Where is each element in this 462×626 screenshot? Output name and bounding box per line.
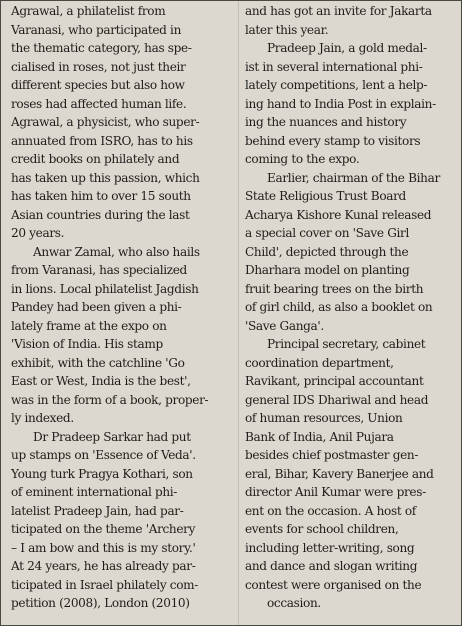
text-line: of human resources, Union	[245, 411, 403, 425]
text-line: Earlier, chairman of the Bihar	[267, 170, 440, 185]
text-line: State Religious Trust Board	[245, 189, 406, 203]
text-line: Varanasi, who participated in	[11, 22, 182, 37]
text-line: has taken him to over 15 south	[11, 189, 191, 203]
text-line: has taken up this passion, which	[11, 170, 200, 185]
text-line: Child', depicted through the	[245, 244, 409, 259]
text-line: Dharhara model on planting	[245, 263, 410, 277]
text-line: up stamps on 'Essence of Veda'.	[11, 448, 196, 462]
text-line: in lions. Local philatelist Jagdish	[11, 281, 199, 296]
text-line: exhibit, with the catchline 'Go	[11, 355, 185, 370]
text-line: coordination department,	[245, 355, 394, 370]
text-line: contest were organised on the	[245, 577, 422, 592]
text-line: lately frame at the expo on	[11, 318, 167, 333]
text-line: occasion.	[267, 596, 321, 610]
text-line: director Anil Kumar were pres-	[245, 485, 426, 499]
text-line: Agrawal, a physicist, who super-	[11, 115, 200, 129]
text-line: credit books on philately and	[11, 152, 180, 166]
text-line: Dr Pradeep Sarkar had put	[33, 429, 191, 444]
text-line: At 24 years, he has already par-	[11, 559, 196, 573]
text-line: Asian countries during the last	[11, 207, 190, 222]
text-line: was in the form of a book, proper-	[11, 392, 209, 407]
text-line: general IDS Dhariwal and head	[245, 392, 429, 407]
text-line: ly indexed.	[11, 411, 74, 425]
text-line: the thematic category, has spe-	[11, 41, 192, 55]
text-line: ing the nuances and history	[245, 115, 407, 129]
text-line: Pandey had been given a phi-	[11, 300, 182, 314]
text-line: of girl child, as also a booklet on	[245, 300, 433, 314]
text-line: Principal secretary, cabinet	[267, 337, 426, 351]
text-line: different species but also how	[11, 78, 185, 92]
text-line: – I am bow and this is my story.'	[11, 540, 196, 555]
text-line: ist in several international phi-	[245, 59, 423, 74]
text-line: ing hand to India Post in explain-	[245, 96, 436, 111]
text-line: ticipated in Israel philately com-	[11, 577, 199, 592]
text-line: of eminent international phi-	[11, 485, 178, 499]
text-line: Young turk Pragya Kothari, son	[11, 466, 193, 481]
text-line: annuated from ISRO, has to his	[11, 133, 193, 148]
text-line: Pradeep Jain, a gold medal-	[267, 41, 427, 55]
text-line: latelist Pradeep Jain, had par-	[11, 503, 184, 518]
text-line: ent on the occasion. A host of	[245, 503, 416, 518]
text-line: Anwar Zamal, who also hails	[33, 244, 200, 259]
text-line: ticipated on the theme 'Archery	[11, 522, 196, 536]
text-line: eral, Bihar, Kavery Banerjee and	[245, 466, 434, 481]
text-line: Acharya Kishore Kunal released	[245, 207, 432, 222]
text-line: events for school children,	[245, 522, 399, 536]
text-line: later this year.	[245, 22, 329, 37]
text-line: 'Save Ganga'.	[245, 318, 324, 333]
text-line: cialised in roses, not just their	[11, 59, 186, 74]
text-line: roses had affected human life.	[11, 96, 187, 111]
text-line: Bank of India, Anil Pujara	[245, 429, 394, 444]
text-line: besides chief postmaster gen-	[245, 448, 419, 462]
text-line: Ravikant, principal accountant	[245, 374, 424, 388]
text-line: Agrawal, a philatelist from	[11, 4, 166, 18]
text-line: from Varanasi, has specialized	[11, 263, 187, 277]
text-line: East or West, India is the best',	[11, 374, 191, 388]
text-line: behind every stamp to visitors	[245, 133, 421, 148]
text-line: 20 years.	[11, 226, 65, 240]
text-line: fruit bearing trees on the birth	[245, 281, 424, 296]
text-line: and has got an invite for Jakarta	[245, 4, 432, 18]
text-line: including letter-writing, song	[245, 540, 415, 555]
text-line: lately competitions, lent a help-	[245, 78, 428, 92]
text-line: 'Vision of India. His stamp	[11, 337, 163, 351]
text-line: and dance and slogan writing	[245, 559, 418, 573]
column-gutter	[238, 1, 239, 626]
text-line: petition (2008), London (2010)	[11, 596, 190, 610]
text-line: a special cover on 'Save Girl	[245, 226, 409, 240]
text-line: coming to the expo.	[245, 152, 360, 166]
